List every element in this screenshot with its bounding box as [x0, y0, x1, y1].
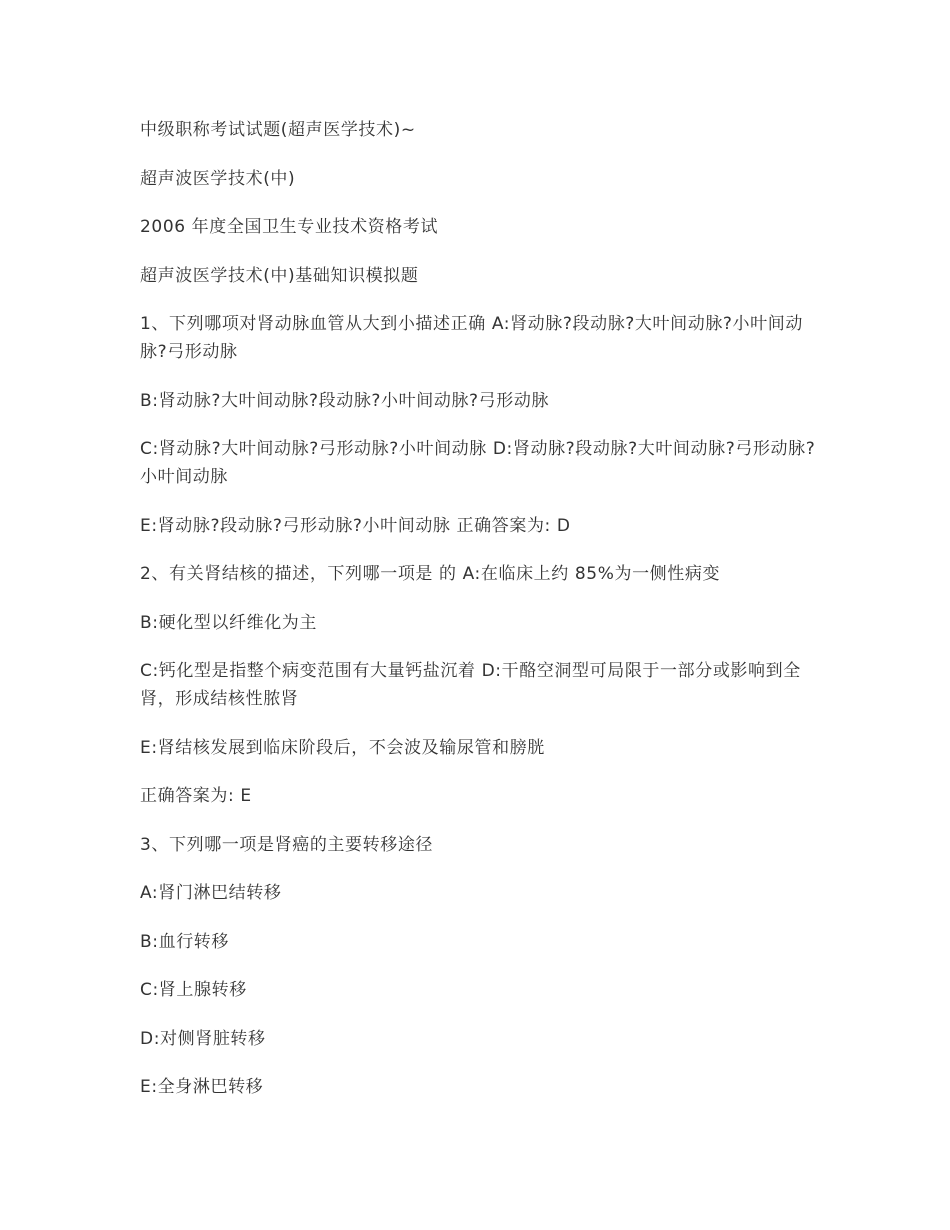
- question-1-options-c-d: C:肾动脉?大叶间动脉?弓形动脉?小叶间动脉 D:肾动脉?段动脉?大叶间动脉?弓形动脉?小叶间动脉: [140, 439, 816, 487]
- question-2-stem: 2、有关肾结核的描述，下列哪一项是 的 A:在临床上约 85%为一侧性病变: [140, 564, 721, 584]
- section-heading: 超声波医学技术(中)基础知识模拟题: [140, 265, 419, 286]
- question-3-option-e: E:全身淋巴转移: [140, 1077, 264, 1097]
- exam-year-line: 2006 年度全国卫生专业技术资格考试: [140, 217, 439, 237]
- question-1-stem: 1、下列哪项对肾动脉血管从大到小描述正确 A:肾动脉?段动脉?大叶间动脉?小叶间动脉?弓形动脉: [140, 314, 803, 362]
- question-2-option-b: B:硬化型以纤维化为主: [140, 612, 317, 633]
- question-1-option-b: B:肾动脉?大叶间动脉?段动脉?小叶间动脉?弓形动脉: [140, 390, 550, 411]
- document-title: 中级职称考试试题(超声医学技术)~: [140, 120, 416, 140]
- document-body: [140, 116, 820, 1122]
- question-2-answer: 正确答案为: E: [140, 786, 252, 806]
- question-1-option-e-answer: E:肾动脉?段动脉?弓形动脉?小叶间动脉 正确答案为: D: [140, 515, 571, 536]
- question-3-option-b: B:血行转移: [140, 931, 229, 952]
- question-2-option-e: E:肾结核发展到临床阶段后，不会波及输尿管和膀胱: [140, 737, 545, 758]
- subject-line: 超声波医学技术(中): [140, 168, 296, 189]
- question-3-option-c: C:肾上腺转移: [140, 980, 247, 1000]
- question-3-option-a: A:肾门淋巴结转移: [140, 883, 282, 903]
- question-3-stem: 3、下列哪一项是肾癌的主要转移途径: [140, 834, 434, 855]
- question-3-option-d: D:对侧肾脏转移: [140, 1028, 266, 1049]
- question-2-options-c-d: C:钙化型是指整个病变范围有大量钙盐沉着 D:干酪空洞型可局限于一部分或影响到全肾，形成结核性脓肾: [140, 661, 801, 709]
